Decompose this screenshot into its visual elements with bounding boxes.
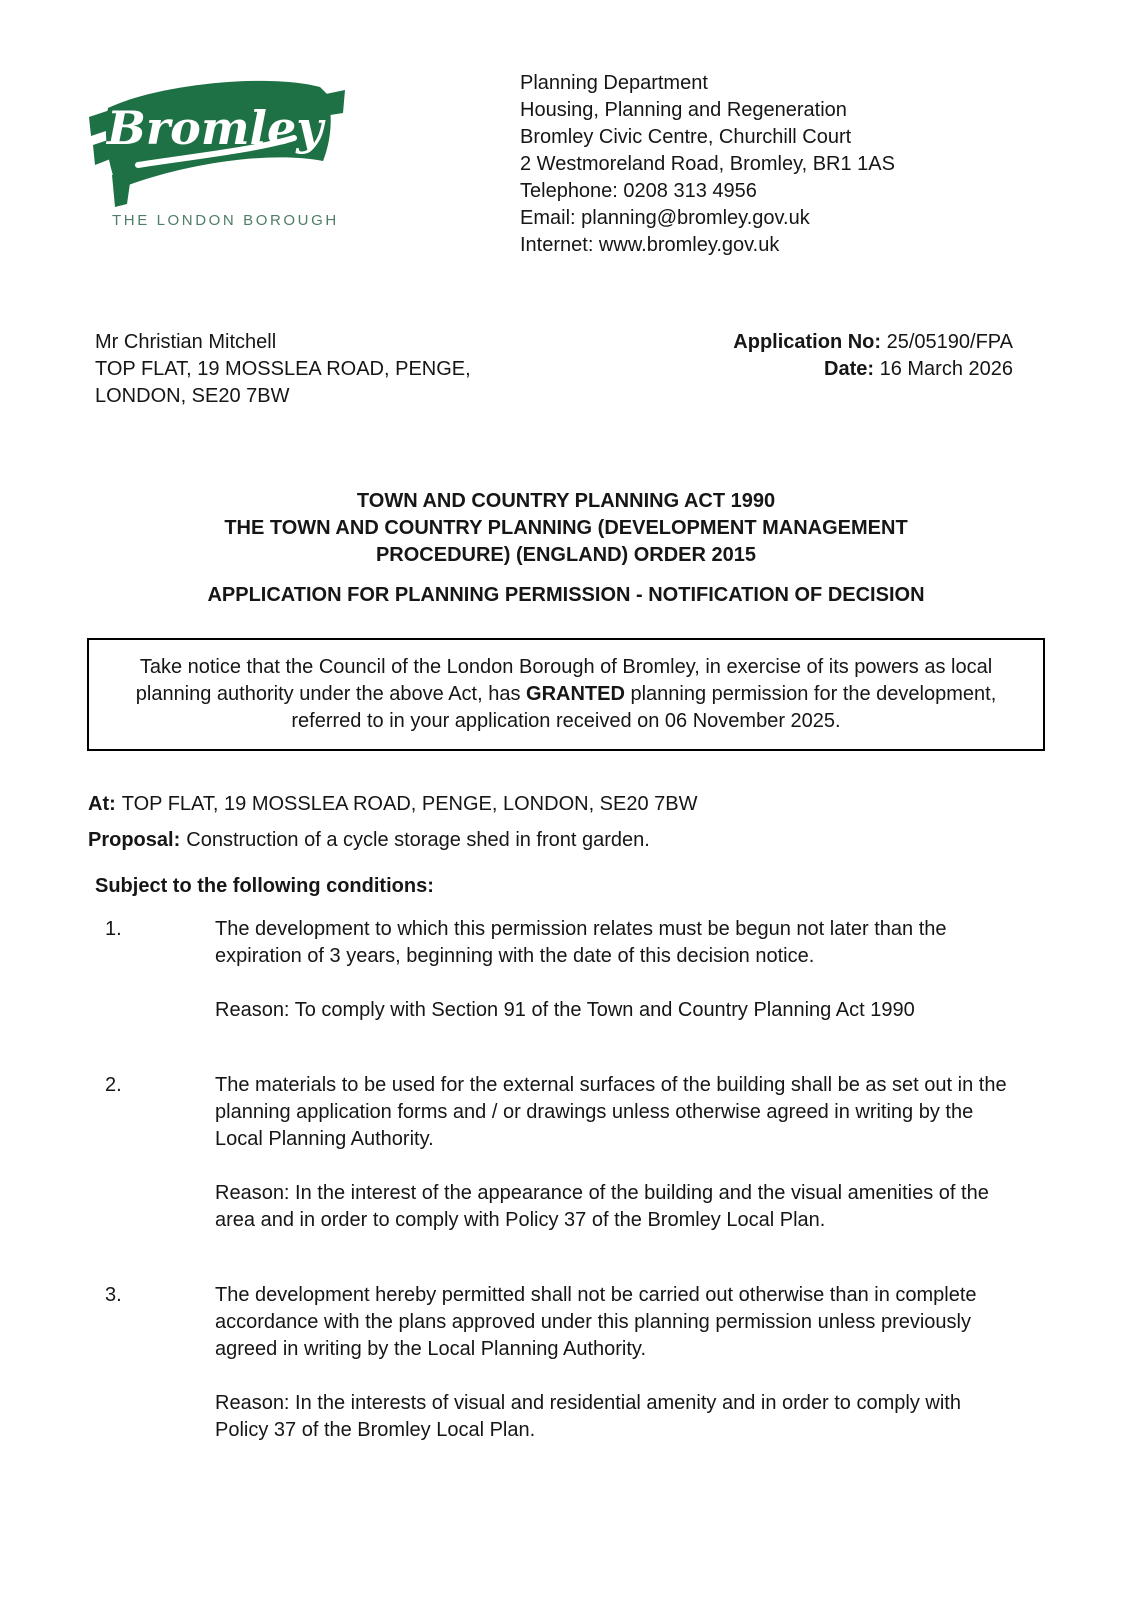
condition-number: 2. (105, 1074, 122, 1096)
letter-header (0, 0, 1132, 259)
decision-notice-box (87, 638, 1045, 751)
notice-text-post: planning permission for the development, referred to in your application received on 06 November 2025. (291, 683, 997, 732)
department-line: 2 Westmoreland Road, Bromley, BR1 1AS (520, 153, 895, 175)
proposal-value: Construction of a cycle storage shed in front garden. (186, 829, 650, 851)
condition-text: The development hereby permitted shall not be carried out otherwise than in complete accordance with the plans approved under this planning permission unless previously agreed in writing by the Local Planning Authority. (215, 1284, 977, 1360)
at-value: TOP FLAT, 19 MOSSLEA ROAD, PENGE, LONDON, SE20 7BW (121, 793, 698, 815)
department-line: Housing, Planning and Regeneration (520, 99, 847, 121)
application-number-row (733, 329, 1013, 356)
bromley-logo-wordmark: Bromley (107, 101, 323, 155)
bromley-logo (86, 68, 348, 231)
condition-item (0, 916, 1132, 1024)
recipient-name: Mr Christian Mitchell (95, 331, 277, 353)
recipient-row (95, 329, 1013, 410)
application-date-row (733, 356, 1013, 383)
condition-body (215, 1282, 1015, 1444)
recipient-address-block (95, 329, 471, 410)
condition-body (215, 1072, 1015, 1234)
act-title-line: PROCEDURE) (ENGLAND) ORDER 2015 (375, 544, 757, 566)
bromley-logo-icon (86, 68, 348, 208)
condition-item (0, 1282, 1132, 1444)
condition-item (0, 1072, 1132, 1234)
recipient-address-line: TOP FLAT, 19 MOSSLEA ROAD, PENGE, (95, 358, 471, 380)
department-website: Internet: www.bromley.gov.uk (520, 234, 780, 256)
department-phone: Telephone: 0208 313 4956 (520, 180, 757, 202)
notice-text-pre: Take notice that the Council of the London Borough of Bromley, in exercise of its powers as local planning authority under the above Act, has (135, 656, 993, 705)
proposal-row (88, 827, 1132, 854)
department-line: Planning Department (520, 72, 708, 94)
application-number-label: Application No: (733, 331, 882, 353)
condition-reason: Reason: In the interest of the appearance of the building and the visual amenities of the area and in order to comply with Policy 37 of the Bromley Local Plan. (215, 1182, 989, 1231)
department-address-block (520, 68, 895, 259)
proposal-label: Proposal: (88, 829, 181, 851)
notification-subtitle: APPLICATION FOR PLANNING PERMISSION - NOTIFICATION OF DECISION (207, 584, 925, 606)
site-address-row (88, 791, 1132, 818)
act-title-line: THE TOWN AND COUNTRY PLANNING (DEVELOPMENT MANAGEMENT (224, 517, 908, 539)
recipient-address-line: LONDON, SE20 7BW (95, 385, 290, 407)
department-line: Bromley Civic Centre, Churchill Court (520, 126, 852, 148)
condition-number: 1. (105, 918, 122, 940)
act-title-block (0, 488, 1132, 569)
department-email: Email: planning@bromley.gov.uk (520, 207, 810, 229)
at-label: At: (88, 793, 116, 815)
condition-text: The materials to be used for the external surfaces of the building shall be as set out in the planning application forms and / or drawings unless otherwise agreed in writing by the Local Planning Authority. (215, 1074, 1007, 1150)
granted-status: GRANTED (526, 683, 625, 705)
application-date-label: Date: (824, 358, 875, 380)
condition-number: 3. (105, 1284, 122, 1306)
condition-reason: Reason: In the interests of visual and residential amenity and in order to comply with Policy 37 of the Bromley Local Plan. (215, 1392, 961, 1441)
application-meta (733, 329, 1013, 410)
condition-reason: Reason: To comply with Section 91 of the Town and Country Planning Act 1990 (215, 999, 915, 1021)
act-title-line: TOWN AND COUNTRY PLANNING ACT 1990 (356, 490, 776, 512)
logo-tagline: THE LONDON BOROUGH (112, 212, 339, 229)
application-number-value: 25/05190/FPA (886, 331, 1013, 353)
conditions-list (0, 916, 1132, 1444)
condition-text: The development to which this permission relates must be begun not later than the expiration of 3 years, beginning with the date of this decision notice. (215, 918, 947, 967)
condition-body (215, 916, 1015, 1024)
application-date-value: 16 March 2026 (879, 358, 1013, 380)
conditions-heading: Subject to the following conditions: (95, 875, 434, 897)
